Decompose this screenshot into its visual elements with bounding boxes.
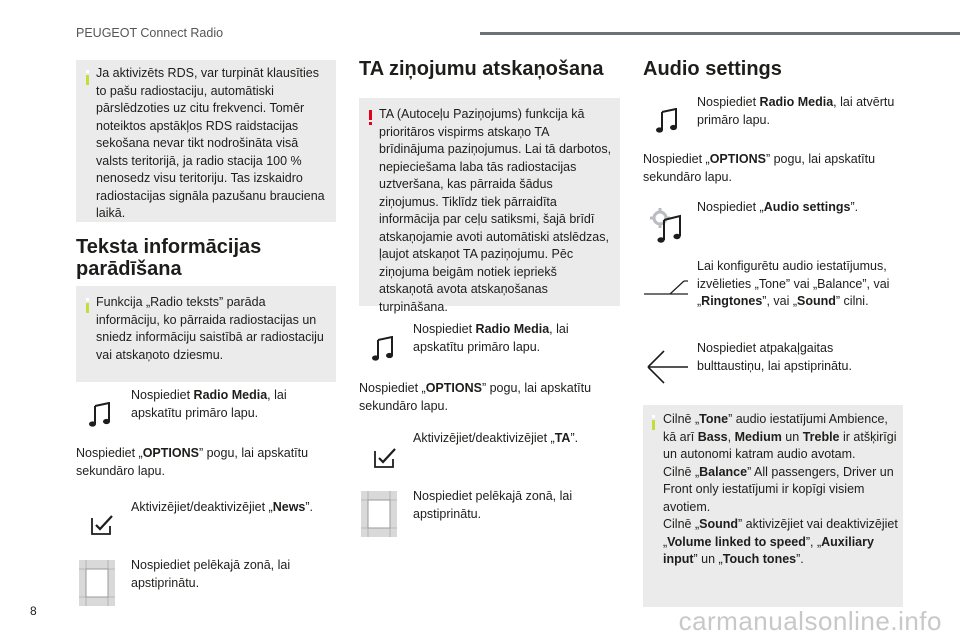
c1-step-confirm: Nospiediet pelēkajā zonā, lai apstiprinātu. <box>131 558 291 590</box>
c3-step-audio-settings: Nospiediet „Audio settings”. <box>697 200 859 214</box>
info-icon <box>652 415 655 430</box>
c2-step-radio-media: Nospiediet Radio Media, lai apskatītu primāro lapu. <box>413 322 569 354</box>
radio-text-note-text: Funkcija „Radio teksts” parāda informāciju, ko pārraida radiostacijas un sniedz informāciju saistībā ar radiostaciju vai atskaņoto dziesmu. <box>96 295 324 362</box>
checkbox-checked-icon <box>373 447 397 469</box>
audio-note-text: Cilnē „Tone” audio iestatījumi Ambience, kā arī Bass, Medium un Treble ir atšķirīgi un autonomi katram audio avotam. Cilnē „Balance” All passengers, Driver un Front only iestatījumi ir kopīgi visiem avotiem. Cilnē „Sound” aktivizējiet vai deaktivizējiet „Volume linked to speed”, „Auxiliary input” un „Touch tones”. <box>663 412 898 566</box>
c3-step-radio-media: Nospiediet Radio Media, lai atvērtu primāro lapu. <box>697 95 895 127</box>
grey-area-icon <box>79 560 115 606</box>
page-number: 8 <box>30 604 37 618</box>
music-note-icon <box>371 336 395 362</box>
info-icon <box>86 298 89 313</box>
music-note-icon <box>88 402 112 428</box>
rds-note-text: Ja aktivizēts RDS, var turpināt klausīties to pašu radiostaciju, automātiski pārslēdzoties uz citu frekvenci. Tomēr noteiktos apstākļos RDS raidstacijas sekošana nevar tikt nodrošināta visā valsts teritorijā, ja radio stacija 100 % nenosedz visu teritoriju. Tas izskaidro radiostacijas signāla pazušanu brauciena laikā. <box>96 66 325 220</box>
section-heading-audio-settings: Audio settings <box>643 58 782 80</box>
grey-area-icon <box>361 491 397 537</box>
c2-step-confirm: Nospiediet pelēkajā zonā, lai apstiprinātu. <box>413 489 573 521</box>
section-heading-ta: TA ziņojumu atskaņošana <box>359 58 604 80</box>
rds-note-box <box>76 60 336 222</box>
c1-step-news: Aktivizējiet/deaktivizējiet „News”. <box>131 500 314 514</box>
running-header: PEUGEOT Connect Radio <box>76 26 224 40</box>
warning-icon <box>369 110 372 125</box>
tab-selector-icon <box>644 280 688 296</box>
back-arrow-icon <box>646 350 688 384</box>
c3-step-tabs: Lai konfigurētu audio iestatījumus, izvēlieties „Tone” vai „Balance”, vai „Ringtones”, vai „Sound” cilni. <box>697 259 890 308</box>
music-note-icon <box>655 108 679 134</box>
c3-step-options: Nospiediet „OPTIONS” pogu, lai apskatītu sekundāro lapu. <box>643 152 876 184</box>
c1-step-options: Nospiediet „OPTIONS” pogu, lai apskatītu sekundāro lapu. <box>76 446 309 478</box>
checkbox-checked-icon <box>90 514 114 536</box>
ta-warning-text: TA (Autoceļu Paziņojums) funkcija kā prioritāros vispirms atskaņo TA brīdinājuma paziņojumus. Lai tā darbotos, nepieciešama laba tās radiostacijas uztveršana, kas pārraida šādus ziņojumus. Tiklīdz tiek pārraidīta informācija par ceļu satiksmi, šajā brīdī atskaņojamie avoti automātiski atslēdzas, ļaujot atskaņot TA paziņojumu. Pēc ziņojuma beigām notiek iepriekš atskaņotā avota atskaņošanas turpināšana. <box>379 107 612 314</box>
c1-step-radio-media: Nospiediet Radio Media, lai apskatītu primāro lapu. <box>131 388 287 420</box>
audio-settings-icon <box>650 208 684 244</box>
ta-warning-box <box>359 98 620 314</box>
header-rule <box>480 32 960 35</box>
c2-step-ta: Aktivizējiet/deaktivizējiet „TA”. <box>413 431 579 445</box>
audio-tabs-note-box <box>643 405 903 607</box>
section-heading-text-info: Teksta informācijas parādīšana <box>76 236 262 280</box>
watermark: carmanualsonline.info <box>678 606 942 636</box>
info-icon <box>86 70 89 85</box>
radio-text-note-box <box>76 286 336 382</box>
c2-step-options: Nospiediet „OPTIONS” pogu, lai apskatītu sekundāro lapu. <box>359 381 592 413</box>
c3-step-back: Nospiediet atpakaļgaitas bulttaustiņu, lai apstiprinātu. <box>697 341 852 373</box>
